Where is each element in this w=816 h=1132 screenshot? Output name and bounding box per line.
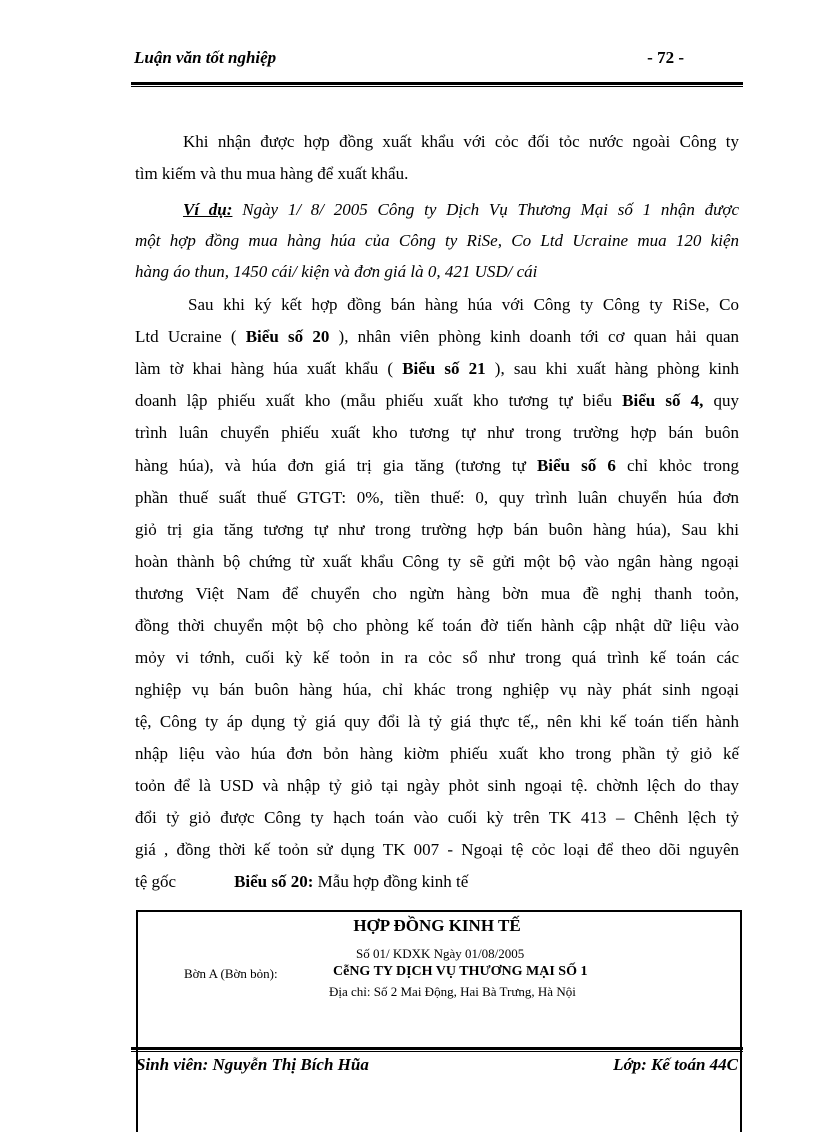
page-number: - 72 - — [647, 48, 684, 67]
student-name: Sinh viên: Nguyễn Thị Bích Hũa — [136, 1055, 369, 1074]
form-reference: Biểu số 6 — [536, 456, 616, 475]
party-a-address: Địa chỉ: Số 2 Mai Động, Hai Bà Trưng, Hà Nội — [329, 984, 576, 999]
header-rule-thin — [131, 86, 743, 87]
contract-title: HỢP ĐỒNG KINH TẾ — [353, 916, 521, 935]
paragraph-line: phần thuế suất thuế GTGT: 0%, tiền thuế: 0, quy trình luân chuyển húa đơn — [135, 488, 739, 507]
paragraph-line: tìm kiếm và thu mua hàng để xuất khẩu. — [135, 164, 409, 183]
paragraph-line: giỏ trị gia tăng tương tự như trong trường hợp bán buôn hàng húa), Sau khi — [135, 520, 739, 539]
party-a-label: Bờn A (Bờn bỏn): — [184, 966, 278, 981]
paragraph-line: thương Việt Nam để chuyển cho ngừn hàng bờn mua đề nghị thanh toỏn, — [135, 584, 739, 603]
paragraph-line: Khi nhận được hợp đồng xuất khẩu với cỏc đối tỏc nước ngoài Công ty — [183, 132, 739, 151]
paragraph-line: đổi tỷ giỏ được Công ty hạch toán vào cuối kỳ trên TK 413 – Chênh lệch tỷ — [135, 808, 739, 827]
party-a-name: CễNG TY DỊCH VỤ THƯƠNG MẠI SỐ 1 — [333, 964, 588, 979]
example-line: một hợp đồng mua hàng húa của Công ty RiSe, Co Ltd Ucraine mua 120 kiện — [135, 231, 739, 250]
paragraph-line: hàng húa), và húa đơn giá trị gia tăng (tương tự Biểu số 6 chỉ khỏc trong — [135, 456, 739, 475]
paragraph-line: nghiệp vụ bán buôn hàng húa, chỉ khác trong nghiệp vụ này phát sinh ngoại — [135, 680, 739, 699]
paragraph-line: hoàn thành bộ chứng từ xuất khẩu Công ty sẽ gửi một bộ vào ngân hàng ngoại — [135, 552, 739, 571]
contract-box — [136, 910, 742, 1132]
paragraph-line: giá , đồng thời kế toỏn sử dụng TK 007 - Ngoại tệ cỏc loại để theo dõi nguyên — [135, 840, 739, 859]
student-class: Lớp: Kế toán 44C — [613, 1055, 738, 1074]
form-reference: Biểu số 20: — [234, 872, 314, 891]
paragraph-line: Sau khi ký kết hợp đồng bán hàng húa với Công ty Công ty RiSe, Co — [188, 295, 739, 314]
paragraph-line: trình luân chuyển phiếu xuất kho tương tự như trong trường hợp bán buôn — [135, 423, 739, 442]
paragraph-line: tệ gốc Biểu số 20: Mẫu hợp đồng kinh tế — [135, 872, 469, 891]
example-line: Ví dụ: Ngày 1/ 8/ 2005 Công ty Dịch Vụ Thương Mại số 1 nhận được — [183, 200, 739, 219]
paragraph-line: mỏy vi tớnh, cuối kỳ kế toỏn in ra cỏc sổ như trong quá trình kế toán các — [135, 648, 739, 667]
contract-number: Số 01/ KDXK Ngày 01/08/2005 — [356, 946, 525, 961]
thesis-title: Luận văn tốt nghiệp — [134, 48, 277, 67]
paragraph-line: tệ, Công ty áp dụng tỷ giá quy đổi là tỷ giá thực tế,, nên khi kế toán tiến hành — [135, 712, 739, 731]
footer-rule-thin — [131, 1051, 743, 1052]
footer-rule — [131, 1047, 743, 1050]
form-reference: Biểu số 21 — [402, 359, 486, 378]
paragraph-line: Ltd Ucraine ( Biểu số 20 ), nhân viên phòng kinh doanh tới cơ quan hải quan — [135, 327, 739, 346]
paragraph-line: đồng thời chuyển một bộ cho phòng kế toán đờ tiến hành cập nhật dữ liệu vào — [135, 616, 739, 635]
header-rule — [131, 82, 743, 85]
example-label: Ví dụ: — [183, 200, 233, 219]
paragraph-line: toỏn để là USD và nhập tỷ giỏ tại ngày phỏt sinh ngoại tệ. chờnh lệch do thay — [135, 776, 739, 795]
paragraph-line: nhập liệu vào húa đơn bỏn hàng kiờm phiếu xuất kho trong phần tỷ giỏ kế — [135, 744, 739, 763]
paragraph-line: doanh lập phiếu xuất kho (mẫu phiếu xuất kho tương tự biểu Biểu số 4, quy — [135, 391, 739, 410]
form-reference: Biểu số 20 — [245, 327, 330, 346]
example-line: hàng áo thun, 1450 cái/ kiện và đơn giá là 0, 421 USD/ cái — [135, 262, 538, 281]
page-header — [134, 48, 742, 74]
paragraph-line: làm tờ khai hàng húa xuất khẩu ( Biểu số 21 ), sau khi xuất hàng phòng kinh — [135, 359, 739, 378]
form-reference: Biểu số 4, — [622, 391, 704, 410]
